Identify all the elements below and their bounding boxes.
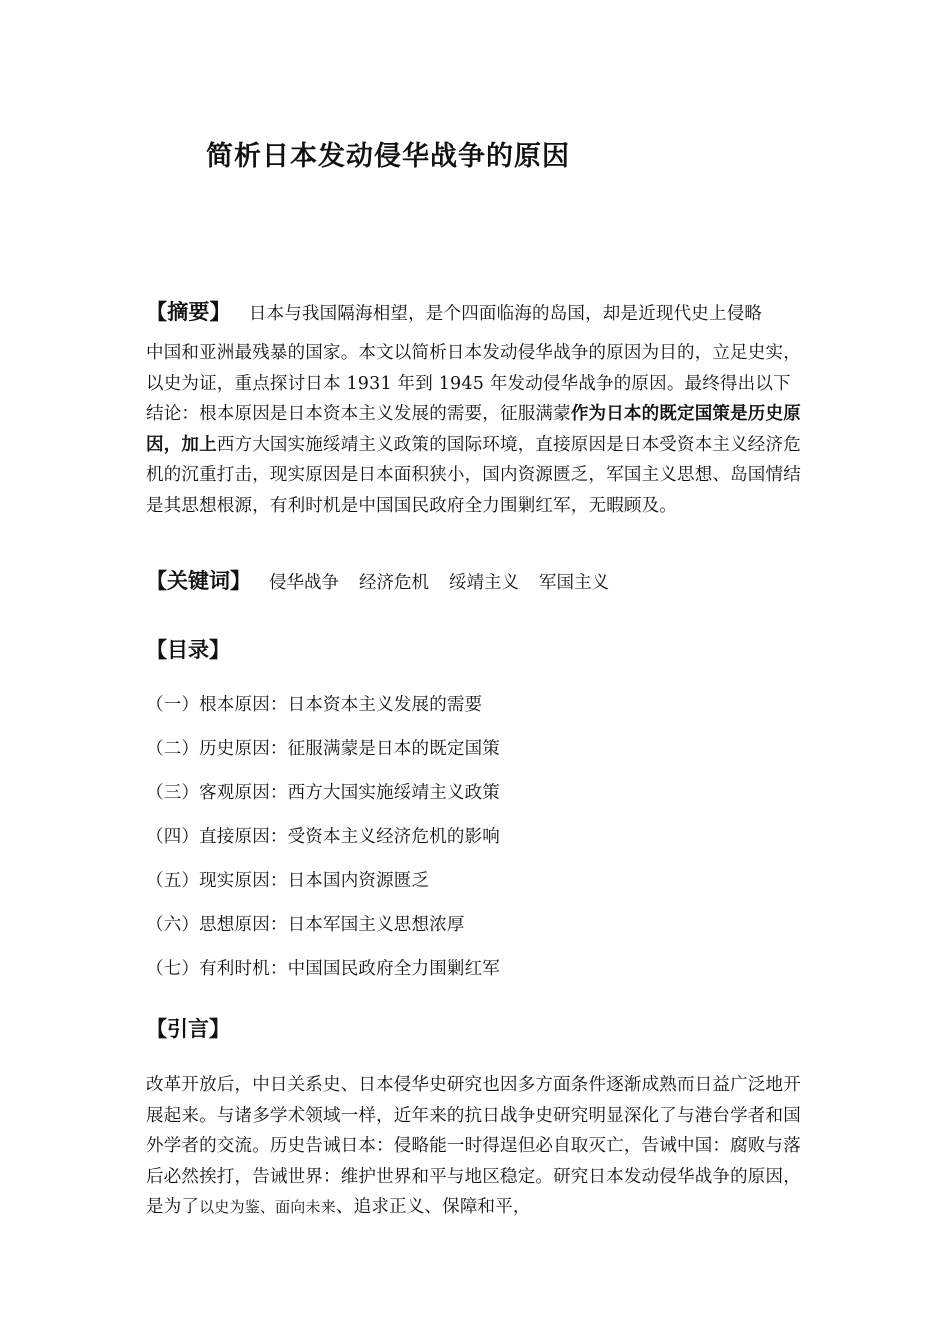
- abstract-first-line: [146, 296, 808, 330]
- keywords-section: [146, 565, 629, 595]
- toc-item: （二）历史原因：征服满蒙是日本的既定国策: [146, 739, 500, 759]
- keyword-item: 侵华战争: [269, 573, 339, 593]
- document-title: 简析日本发动侵华战争的原因: [206, 141, 570, 172]
- abstract-label: 【摘要】: [146, 300, 231, 324]
- abstract-section: [146, 296, 808, 521]
- abstract-first-line-text: 日本与我国隔海相望，是个四面临海的岛国，却是近现代史上侵略: [248, 304, 763, 324]
- keyword-item: 绥靖主义: [449, 573, 519, 593]
- toc-item: （一）根本原因：日本资本主义发展的需要: [146, 695, 483, 715]
- intro-text-main: 改革开放后，中日关系史、日本侵华史研究也因多方面条件逐渐成熟而日益广泛地开展起来。与诸多学术领域一样，近年来的抗日战争史研究明显深化了与港台学者和国外学者的交流。历史告诫日本：侵略能一时得逞但必自取灭亡，告诫中国：腐败与落后必然挨打，告诫世界：维护世界和平与地区稳定。研究日本发动侵华战争的原因，是为了: [146, 1075, 801, 1217]
- abstract-body-bold: 作为日本的既定国策是历史原因，加上: [146, 404, 801, 455]
- abstract-body: [146, 338, 808, 521]
- toc-item: （五）现实原因：日本国内资源匮乏: [146, 871, 430, 891]
- intro-paragraph: [146, 1070, 808, 1223]
- toc-label: 【目录】: [146, 638, 230, 662]
- keyword-item: 军国主义: [539, 573, 609, 593]
- table-of-contents: [146, 692, 500, 1000]
- toc-item: （三）客观原因：西方大国实施绥靖主义政策: [146, 783, 500, 803]
- keyword-item: 经济危机: [359, 573, 429, 593]
- abstract-body-part1: 中国和亚洲最残暴的国家。本文以简析日本发动侵华战争的原因为目的，立足史实，以史为证，重点探讨日本 1931 年到 1945 年发动侵华战争的原因。最终得出以下结论：根本原因是日本资本主义发展的需要，征服满蒙: [146, 343, 801, 424]
- intro-label: 【引言】: [146, 1017, 230, 1041]
- abstract-body-part2: 西方大国实施绥靖主义政策的国际环境，直接原因是日本受资本主义经济危机的沉重打击，现实原因是日本面积狭小，国内资源匮乏，军国主义思想、岛国情结是其思想根源，有利时机是中国国民政府全力围剿红军，无暇顾及。: [146, 434, 801, 516]
- intro-text-end: 、追求正义、保障和平，: [335, 1197, 531, 1217]
- toc-item: （六）思想原因：日本军国主义思想浓厚: [146, 915, 465, 935]
- intro-text-small: 以史为鉴、面向未来: [199, 1198, 336, 1216]
- keywords-label: 【关键词】: [146, 569, 251, 593]
- toc-item: （四）直接原因：受资本主义经济危机的影响: [146, 827, 500, 847]
- toc-item: （七）有利时机：中国国民政府全力围剿红军: [146, 959, 500, 979]
